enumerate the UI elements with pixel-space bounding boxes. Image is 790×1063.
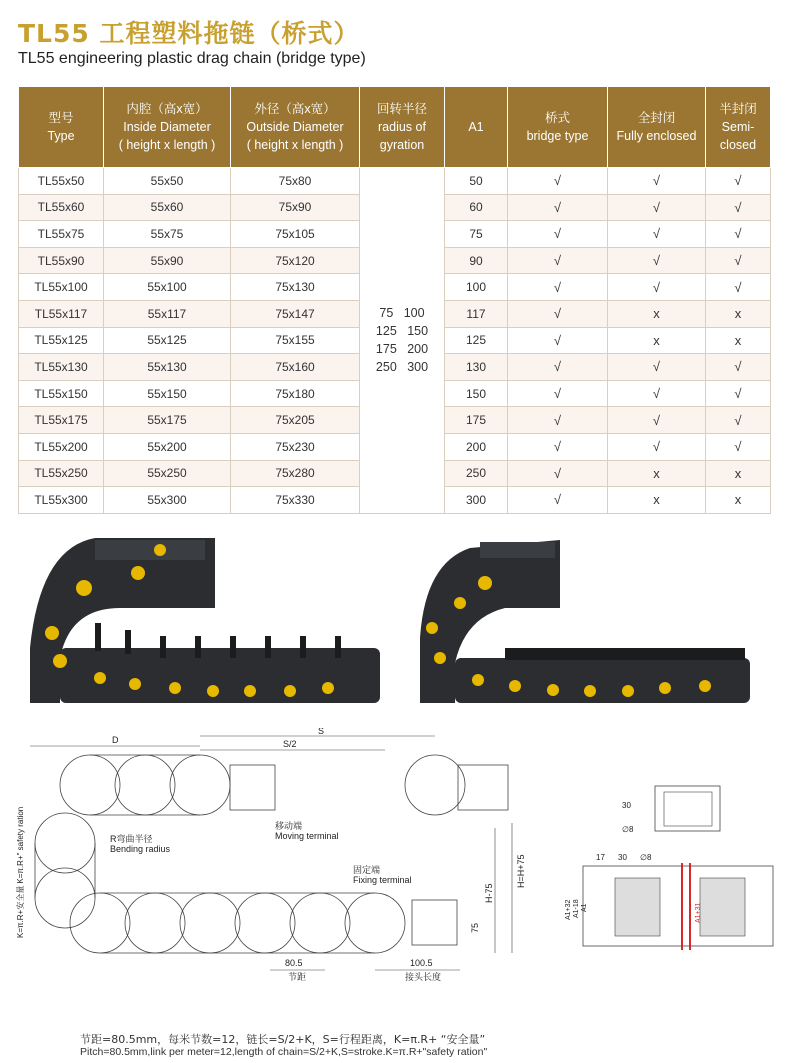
table-header-row	[19, 87, 771, 168]
enclosed-cell: √	[608, 274, 706, 301]
chain-photo-left	[30, 538, 380, 703]
bridge-cell: √	[508, 168, 608, 195]
footer-cn: 节距=80.5mm，每米节数=12，链长=S/2+K，S=行程距离，K=π.R+ “安全量”	[80, 1033, 486, 1046]
label-fixing-cn: 固定端	[353, 865, 381, 875]
semi-cell: √	[706, 433, 771, 460]
dimension-drawing	[0, 728, 790, 1018]
header-a1: A1	[445, 87, 508, 168]
bridge-cell: √	[508, 433, 608, 460]
type-cell: TL55x50	[19, 168, 104, 195]
enclosed-cell: x	[608, 460, 706, 487]
label-plan-a1-32: A1+32	[565, 899, 572, 920]
label-joint-cn: 接头长度	[405, 972, 442, 982]
radius-cell	[360, 168, 445, 514]
type-cell: TL55x125	[19, 327, 104, 354]
label-moving-en: Moving terminal	[275, 831, 339, 841]
header-bridge: 桥式 bridge type	[508, 87, 608, 168]
outside-cell: 75x80	[231, 168, 360, 195]
dimension-labels	[15, 728, 526, 982]
inside-cell: 55x100	[104, 274, 231, 301]
chain-photo-right	[420, 540, 750, 703]
label-safety: K=π.R+安全量 K=π.R+" safety ration	[16, 806, 25, 938]
enclosed-cell: √	[608, 247, 706, 274]
page-title-en: TL55 engineering plastic drag chain (bridge type)	[18, 50, 366, 67]
label-v75: 75	[470, 922, 480, 933]
radius-value: 75 100	[379, 306, 425, 321]
enclosed-cell: √	[608, 194, 706, 221]
a1-cell: 125	[445, 327, 508, 354]
enclosed-cell: √	[608, 168, 706, 195]
a1-cell: 100	[445, 274, 508, 301]
radius-value: 125 150	[375, 324, 429, 339]
type-cell: TL55x150	[19, 380, 104, 407]
a1-cell: 175	[445, 407, 508, 434]
radius-value: 175 200	[375, 342, 429, 357]
label-bend-en: Bending radius	[110, 844, 171, 854]
label-pitch-val: 80.5	[285, 958, 303, 968]
header-fully-enclosed: 全封闭 Fully enclosed	[608, 87, 706, 168]
inside-cell: 55x75	[104, 221, 231, 248]
label-bend-cn: R弯曲半径	[110, 834, 153, 844]
inside-cell: 55x60	[104, 194, 231, 221]
semi-cell: √	[706, 274, 771, 301]
a1-cell: 75	[445, 221, 508, 248]
semi-cell: √	[706, 407, 771, 434]
bridge-cell: √	[508, 460, 608, 487]
type-cell: TL55x60	[19, 194, 104, 221]
inside-cell: 55x90	[104, 247, 231, 274]
inside-cell: 55x50	[104, 168, 231, 195]
enclosed-cell: x	[608, 300, 706, 327]
a1-cell: 250	[445, 460, 508, 487]
label-plan-30: 30	[618, 853, 627, 862]
type-cell: TL55x200	[19, 433, 104, 460]
header-type: 型号 Type	[19, 87, 104, 168]
type-cell: TL55x100	[19, 274, 104, 301]
page-title-cn: TL55 工程塑料拖链（桥式）	[18, 19, 360, 48]
semi-cell: x	[706, 460, 771, 487]
side-view	[622, 786, 720, 834]
bridge-cell: √	[508, 327, 608, 354]
header-inside-diameter: 内腔（高x宽） Inside Diameter ( height x length )	[104, 87, 231, 168]
a1-cell: 200	[445, 433, 508, 460]
plan-view	[565, 853, 773, 950]
inside-cell: 55x150	[104, 380, 231, 407]
outside-cell: 75x120	[231, 247, 360, 274]
label-d: D	[112, 735, 119, 745]
label-hh75: H=H+75	[516, 854, 526, 888]
label-s: S	[318, 728, 325, 736]
radius-value: 250 300	[375, 360, 429, 375]
enclosed-cell: √	[608, 407, 706, 434]
enclosed-cell: √	[608, 354, 706, 381]
footer-en: Pitch=80.5mm,link per meter=12,length of chain=S/2+K,S=stroke.K=π.R+"safety ration"	[80, 1046, 488, 1058]
label-plan-a1-18: A1-18	[573, 899, 580, 918]
header-radius: 回转半径 radius of gyration	[360, 87, 445, 168]
enclosed-cell: √	[608, 433, 706, 460]
enclosed-cell: √	[608, 221, 706, 248]
a1-cell: 90	[445, 247, 508, 274]
semi-cell: √	[706, 354, 771, 381]
outside-cell: 75x230	[231, 433, 360, 460]
bridge-cell: √	[508, 487, 608, 514]
type-cell: TL55x250	[19, 460, 104, 487]
outside-cell: 75x205	[231, 407, 360, 434]
a1-cell: 150	[445, 380, 508, 407]
label-s2: S/2	[283, 739, 297, 749]
a1-cell: 300	[445, 487, 508, 514]
chain-outline	[35, 755, 508, 953]
outside-cell: 75x280	[231, 460, 360, 487]
inside-cell: 55x117	[104, 300, 231, 327]
product-photos	[0, 528, 790, 723]
enclosed-cell: √	[608, 380, 706, 407]
header-semi-closed: 半封闭 Semi-closed	[706, 87, 771, 168]
label-moving-cn: 移动端	[275, 821, 303, 831]
type-cell: TL55x300	[19, 487, 104, 514]
outside-cell: 75x160	[231, 354, 360, 381]
type-cell: TL55x75	[19, 221, 104, 248]
semi-cell: √	[706, 168, 771, 195]
semi-cell: √	[706, 221, 771, 248]
bridge-cell: √	[508, 380, 608, 407]
bridge-cell: √	[508, 194, 608, 221]
label-plan-17: 17	[596, 853, 605, 862]
header-outside-diameter: 外径（高x宽） Outside Diameter ( height x length )	[231, 87, 360, 168]
a1-cell: 60	[445, 194, 508, 221]
table-row	[19, 168, 771, 195]
outside-cell: 75x330	[231, 487, 360, 514]
bridge-cell: √	[508, 407, 608, 434]
outside-cell: 75x180	[231, 380, 360, 407]
type-cell: TL55x130	[19, 354, 104, 381]
a1-cell: 130	[445, 354, 508, 381]
label-joint-val: 100.5	[410, 958, 433, 968]
a1-cell: 117	[445, 300, 508, 327]
label-fixing-en: Fixing terminal	[353, 875, 412, 885]
type-cell: TL55x117	[19, 300, 104, 327]
enclosed-cell: x	[608, 327, 706, 354]
semi-cell: x	[706, 327, 771, 354]
inside-cell: 55x300	[104, 487, 231, 514]
bridge-cell: √	[508, 221, 608, 248]
semi-cell: √	[706, 247, 771, 274]
outside-cell: 75x105	[231, 221, 360, 248]
semi-cell: x	[706, 300, 771, 327]
label-side-30: 30	[622, 801, 631, 810]
bridge-cell: √	[508, 300, 608, 327]
semi-cell: √	[706, 380, 771, 407]
bridge-cell: √	[508, 247, 608, 274]
label-side-d8: ∅8	[622, 825, 634, 834]
bridge-cell: √	[508, 354, 608, 381]
enclosed-cell: x	[608, 487, 706, 514]
spec-table	[18, 86, 771, 514]
inside-cell: 55x125	[104, 327, 231, 354]
label-pitch-cn: 节距	[288, 972, 307, 982]
inside-cell: 55x175	[104, 407, 231, 434]
inside-cell: 55x200	[104, 433, 231, 460]
a1-cell: 50	[445, 168, 508, 195]
type-cell: TL55x175	[19, 407, 104, 434]
inside-cell: 55x250	[104, 460, 231, 487]
label-plan-a1: A1	[581, 903, 588, 912]
semi-cell: √	[706, 194, 771, 221]
bridge-cell: √	[508, 274, 608, 301]
label-plan-d8: ∅8	[640, 853, 652, 862]
label-plan-a1-31: A1+31	[695, 902, 702, 923]
outside-cell: 75x147	[231, 300, 360, 327]
inside-cell: 55x130	[104, 354, 231, 381]
outside-cell: 75x90	[231, 194, 360, 221]
outside-cell: 75x155	[231, 327, 360, 354]
outside-cell: 75x130	[231, 274, 360, 301]
semi-cell: x	[706, 487, 771, 514]
type-cell: TL55x90	[19, 247, 104, 274]
label-h75: H-75	[484, 883, 494, 903]
